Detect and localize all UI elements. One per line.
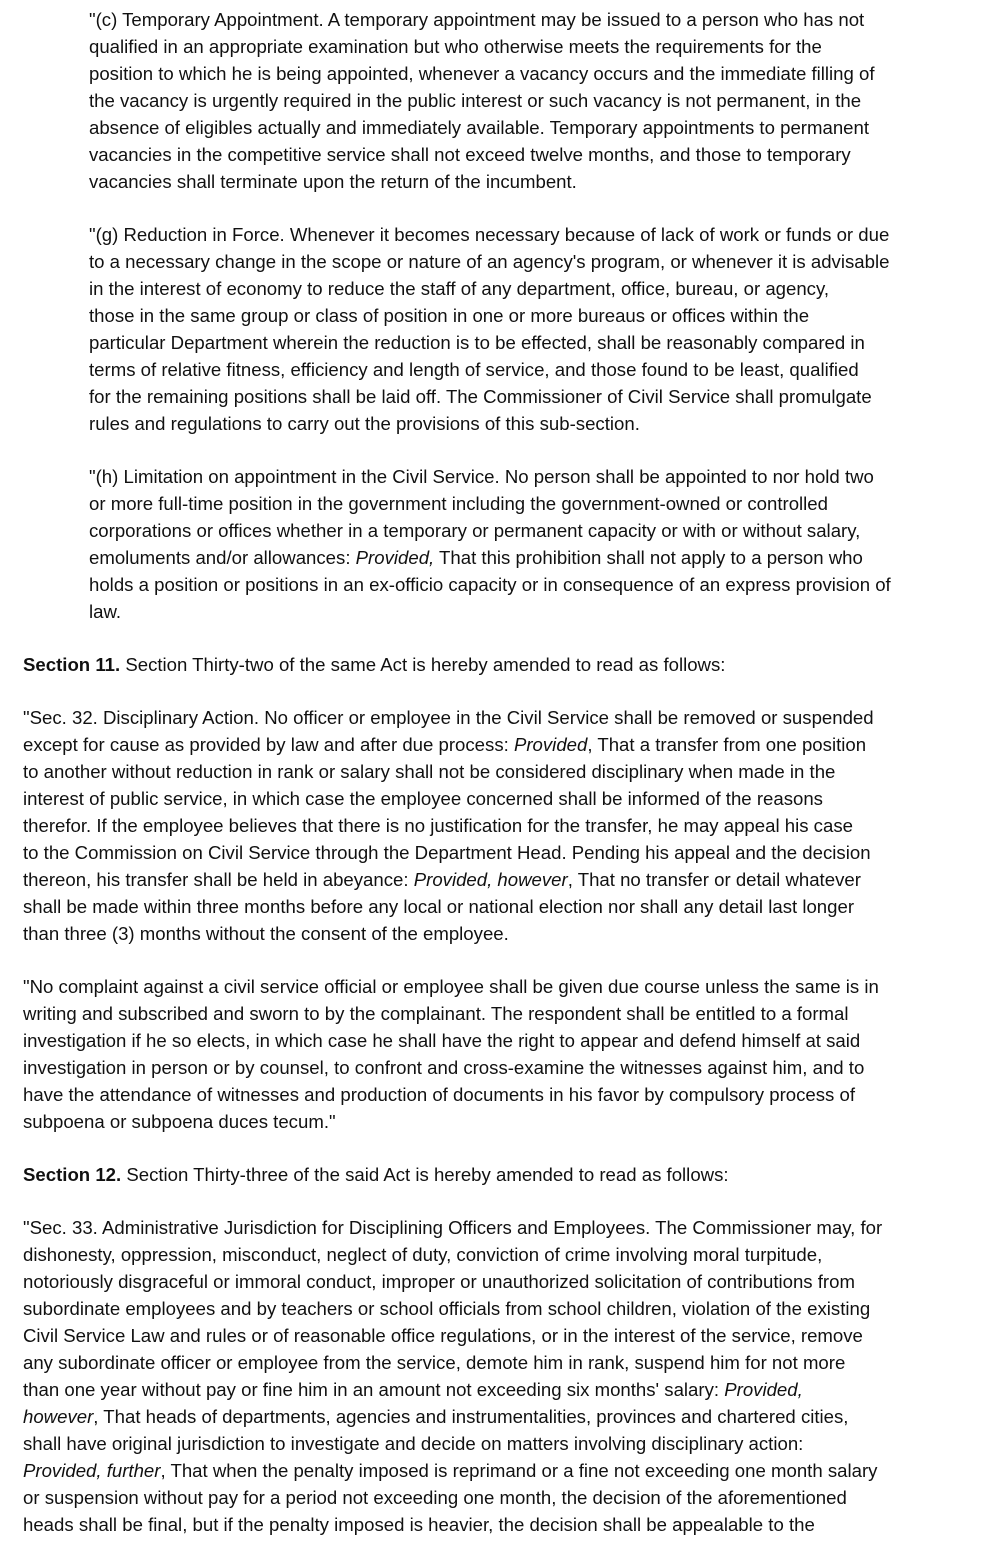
text-line: "No complaint against a civil service official or employee shall be given due course unless the same is in	[23, 976, 879, 997]
text-line: notoriously disgraceful or immoral conduct, improper or unauthorized solicitation of contributions from	[23, 1271, 855, 1292]
text-line: vacancies in the competitive service shall not exceed twelve months, and those to temporary	[89, 144, 851, 165]
text-line: than three (3) months without the consent of the employee.	[23, 923, 509, 944]
text-line: subordinate employees and by teachers or school officials from school children, violation of the existing	[23, 1298, 871, 1319]
text-line	[23, 866, 973, 893]
italic-provided: Provided,	[355, 547, 435, 568]
text-line: shall be made within three months before any local or national election nor shall any detail last longer	[23, 896, 855, 917]
italic-provided-further: Provided, further	[23, 1460, 161, 1481]
text-line: for the remaining positions shall be laid off. The Commissioner of Civil Service shall promulgate	[89, 386, 872, 407]
text-line	[23, 731, 973, 758]
text-line	[23, 1161, 973, 1188]
text-run: except for cause as provided by law and after due process:	[23, 734, 514, 755]
text-line: to another without reduction in rank or salary shall not be considered disciplinary when made in the	[23, 761, 836, 782]
text-line: interest of public service, in which case the employee concerned shall be informed of the reasons	[23, 788, 823, 809]
text-line: terms of relative fitness, efficiency and length of service, and those found to be least, qualified	[89, 359, 859, 380]
text-line: "(c) Temporary Appointment. A temporary appointment may be issued to a person who has not	[89, 9, 865, 30]
text-line: rules and regulations to carry out the provisions of this sub-section.	[89, 413, 640, 434]
text-line	[23, 1376, 973, 1403]
text-run: , That no transfer or detail whatever	[567, 869, 861, 890]
text-line: Civil Service Law and rules or of reasonable office regulations, or in the interest of the service, remove	[23, 1325, 863, 1346]
text-line: position to which he is being appointed, whenever a vacancy occurs and the immediate filling of	[89, 63, 875, 84]
text-line: writing and subscribed and sworn to by the complainant. The respondent shall be entitled to a formal	[23, 1003, 849, 1024]
text-line	[23, 1457, 973, 1484]
text-line: holds a position or positions in an ex-officio capacity or in consequence of an express provision of	[89, 574, 891, 595]
text-line: particular Department wherein the reduction is to be effected, shall be reasonably compared in	[89, 332, 865, 353]
text-line: have the attendance of witnesses and production of documents in his favor by compulsory process of	[23, 1084, 856, 1105]
text-line: to the Commission on Civil Service through the Department Head. Pending his appeal and the decision	[23, 842, 871, 863]
paragraph-limitation-on-appointment	[89, 463, 973, 625]
text-line: qualified in an appropriate examination but who otherwise meets the requirements for the	[89, 36, 822, 57]
text-line	[89, 544, 973, 571]
text-run: emoluments and/or allowances:	[89, 547, 356, 568]
section-12-label: Section 12.	[23, 1164, 122, 1185]
text-line: or suspension without pay for a period not exceeding one month, the decision of the aforementioned	[23, 1487, 847, 1508]
text-line: shall have original jurisdiction to investigate and decide on matters involving disciplinary action:	[23, 1433, 804, 1454]
text-line: therefor. If the employee believes that there is no justification for the transfer, he may appeal his case	[23, 815, 853, 836]
text-line: "(h) Limitation on appointment in the Civil Service. No person shall be appointed to nor hold two	[89, 466, 874, 487]
italic-however: however	[23, 1406, 94, 1427]
text-run: thereon, his transfer shall be held in abeyance:	[23, 869, 414, 890]
paragraph-complaint	[23, 973, 973, 1135]
text-run: , That heads of departments, agencies and instrumentalities, provinces and chartered cities,	[93, 1406, 849, 1427]
text-line: corporations or offices whether in a temporary or permanent capacity or with or without salary,	[89, 520, 861, 541]
italic-provided: Provided,	[724, 1379, 803, 1400]
text-line	[23, 1403, 973, 1430]
section-11-label: Section 11.	[23, 654, 121, 675]
section-11-heading	[23, 651, 973, 678]
italic-provided: Provided	[513, 734, 588, 755]
text-line: in the interest of economy to reduce the staff of any department, office, bureau, or agency,	[89, 278, 830, 299]
document-page	[23, 6, 973, 1564]
text-run: , That a transfer from one position	[587, 734, 867, 755]
text-line: heads shall be final, but if the penalty imposed is heavier, the decision shall be appealable to the	[23, 1514, 815, 1535]
text-line: "(g) Reduction in Force. Whenever it becomes necessary because of lack of work or funds or due	[89, 224, 890, 245]
text-line: absence of eligibles actually and immediately available. Temporary appointments to permanent	[89, 117, 870, 138]
paragraph-reduction-in-force	[89, 221, 973, 437]
text-line: dishonesty, oppression, misconduct, neglect of duty, conviction of crime involving moral turpitude,	[23, 1244, 823, 1265]
section-11-text: Section Thirty-two of the same Act is hereby amended to read as follows:	[120, 654, 726, 675]
italic-provided-however: Provided, however	[413, 869, 568, 890]
text-line: those in the same group or class of position in one or more bureaus or offices within the	[89, 305, 810, 326]
section-12-heading	[23, 1161, 973, 1188]
text-line: law.	[89, 601, 122, 622]
text-line: vacancies shall terminate upon the return of the incumbent.	[89, 171, 577, 192]
text-line: subpoena or subpoena duces tecum."	[23, 1111, 336, 1132]
text-line	[23, 651, 973, 678]
text-run: That this prohibition shall not apply to a person who	[434, 547, 863, 568]
paragraph-sec-32	[23, 704, 973, 947]
text-run: , That when the penalty imposed is reprimand or a fine not exceeding one month salary	[160, 1460, 878, 1481]
text-line: any subordinate officer or employee from the service, demote him in rank, suspend him for not more	[23, 1352, 846, 1373]
text-line: "Sec. 32. Disciplinary Action. No officer or employee in the Civil Service shall be removed or suspended	[23, 707, 874, 728]
text-line: or more full-time position in the government including the government-owned or controlled	[89, 493, 828, 514]
section-12-text: Section Thirty-three of the said Act is hereby amended to read as follows:	[121, 1164, 729, 1185]
paragraph-sec-33	[23, 1214, 973, 1538]
text-line: to a necessary change in the scope or nature of an agency's program, or whenever it is advisable	[89, 251, 890, 272]
paragraph-temporary-appointment	[89, 6, 973, 195]
text-line: investigation if he so elects, in which case he shall have the right to appear and defend himself at said	[23, 1030, 861, 1051]
text-line: investigation in person or by counsel, to confront and cross-examine the witnesses against him, and to	[23, 1057, 865, 1078]
text-line: the vacancy is urgently required in the public interest or such vacancy is not permanent, in the	[89, 90, 862, 111]
text-line: "Sec. 33. Administrative Jurisdiction for Disciplining Officers and Employees. The Commissioner may, for	[23, 1217, 883, 1238]
text-run: than one year without pay or fine him in an amount not exceeding six months' salary:	[23, 1379, 725, 1400]
